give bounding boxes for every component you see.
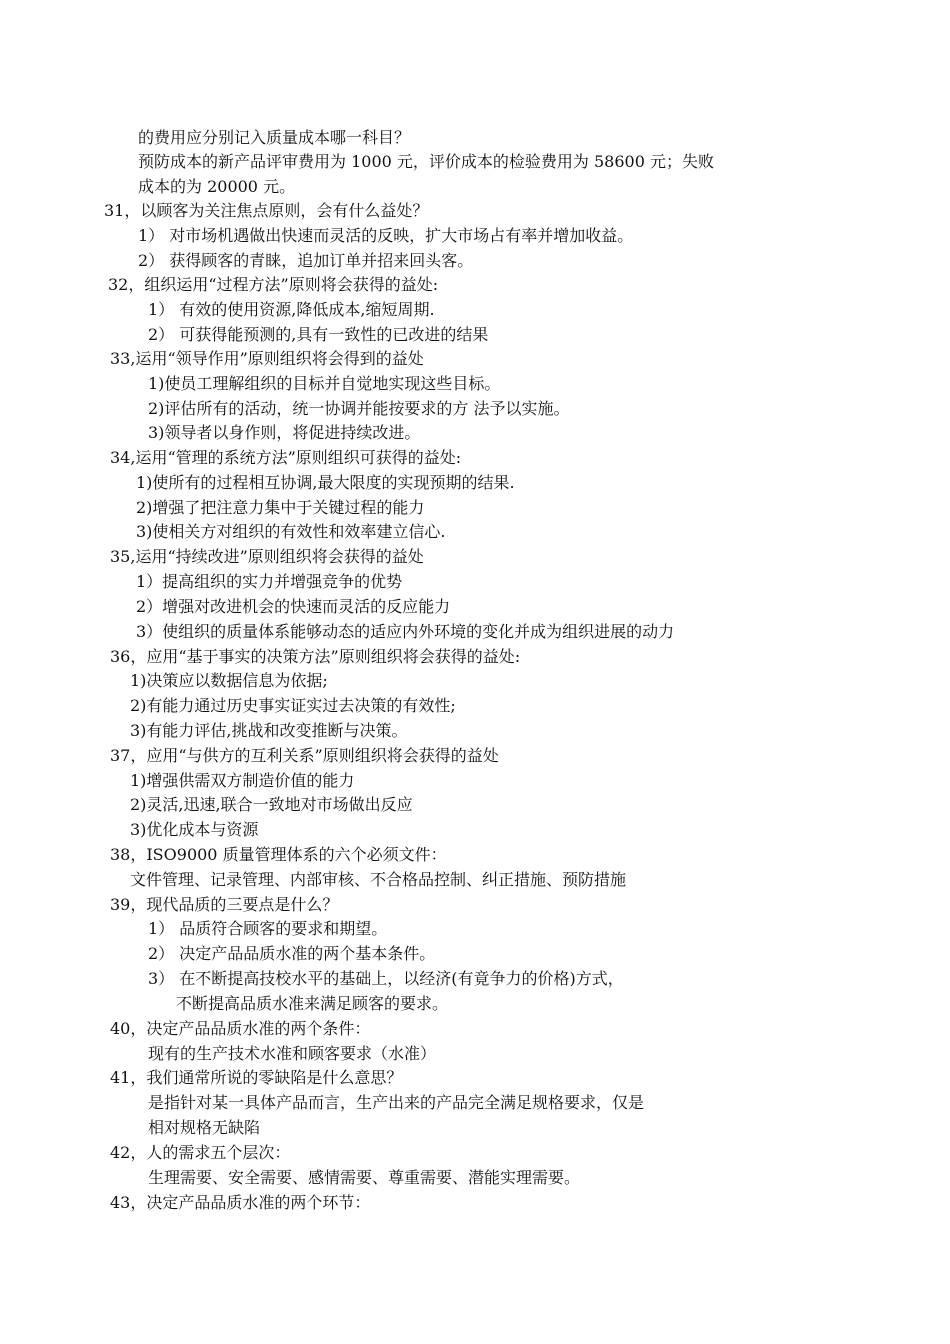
text-line: 1） 品质符合顾客的要求和期望。: [148, 919, 388, 938]
question-heading: 32，组织运用“过程方法”原则将会获得的益处:: [108, 275, 439, 294]
text-line: 3） 在不断提高技校水平的基础上，以经济(有竟争力的价格)方式，: [148, 969, 624, 988]
text-line: 1） 对市场机遇做出快速而灵活的反映，扩大市场占有率并增加收益。: [138, 226, 634, 245]
text-line: 3）使组织的质量体系能够动态的适应内外环境的变化并成为组织进展的动力: [136, 622, 675, 641]
text-line: 3)使相关方对组织的有效性和效率建立信心.: [136, 522, 446, 541]
question-heading: 31，以顾客为关注焦点原则，会有什么益处？: [104, 201, 429, 220]
text-line: 1)使员工理解组织的目标并自觉地实现这些目标。: [148, 374, 501, 393]
text-line: 1)使所有的过程相互协调,最大限度的实现预期的结果.: [136, 473, 515, 492]
text-line: 2） 获得顾客的青睐，追加订单并招来回头客。: [138, 251, 474, 270]
text-line: 1） 有效的使用资源,降低成本,缩短周期.: [148, 300, 435, 319]
question-heading: 42，人的需求五个层次：: [110, 1143, 291, 1162]
question-heading: 34,运用“管理的系统方法”原则组织可获得的益处:: [110, 448, 462, 467]
text-line: 2)评估所有的活动，统一协调并能按要求的方 法予以实施。: [148, 399, 570, 418]
text-line: 3)有能力评估,挑战和改变推断与决策。: [130, 721, 408, 740]
text-line: 相对规格无缺陷: [148, 1118, 261, 1137]
text-line: 2）增强对改进机会的快速而灵活的反应能力: [136, 597, 451, 616]
question-heading: 40，决定产品品质水准的两个条件：: [110, 1019, 371, 1038]
text-line: 3)优化成本与资源: [130, 820, 259, 839]
text-line: 生理需要、安全需要、感情需要、尊重需要、潜能实理需要。: [148, 1168, 581, 1187]
text-line: 现有的生产技术水准和顾客要求（水准）: [148, 1044, 437, 1063]
text-line: 2)灵活,迅速,联合一致地对市场做出反应: [130, 795, 413, 814]
text-line: 文件管理、记录管理、内部审核、不合格品控制、纠正措施、预防措施: [130, 870, 627, 889]
text-line: 不断提高品质水准来满足顾客的要求。: [176, 994, 449, 1013]
text-line: 1)增强供需双方制造价值的能力: [130, 771, 355, 790]
text-line: 2)增强了把注意力集中于关键过程的能力: [136, 498, 425, 517]
text-line: 的费用应分别记入质量成本哪一科目？: [138, 128, 411, 147]
question-heading: 36，应用“基于事实的决策方法”原则组织将会获得的益处:: [110, 647, 521, 666]
text-line: 2)有能力通过历史事实证实过去决策的有效性;: [130, 696, 456, 715]
text-line: 2） 可获得能预测的,具有一致性的已改进的结果: [148, 325, 489, 344]
question-heading: 35,运用“持续改进”原则组织将会获得的益处: [110, 547, 424, 566]
question-heading: 39，现代品质的三要点是什么？: [110, 895, 339, 914]
text-line: 1)决策应以数据信息为依据;: [130, 671, 328, 690]
text-line: 预防成本的新产品评审费用为 1000 元，评价成本的检验费用为 58600 元；失败: [138, 152, 714, 171]
question-heading: 41，我们通常所说的零缺陷是什么意思？: [110, 1068, 403, 1087]
question-heading: 38，ISO9000 质量管理体系的六个必须文件：: [110, 845, 447, 864]
text-line: 成本的为 20000 元。: [138, 177, 296, 196]
text-line: 1）提高组织的实力并增强竞争的优势: [136, 572, 403, 591]
question-heading: 33,运用“领导作用”原则组织将会得到的益处: [110, 349, 424, 368]
question-heading: 37，应用“与供方的互利关系”原则组织将会获得的益处: [110, 746, 499, 765]
text-line: 3)领导者以身作则，将促进持续改进。: [148, 423, 421, 442]
text-line: 是指针对某一具体产品而言，生产出来的产品完全满足规格要求，仅是: [148, 1093, 645, 1112]
text-line: 2） 决定产品品质水准的两个基本条件。: [148, 944, 436, 963]
question-heading: 43，决定产品品质水准的两个环节：: [110, 1193, 371, 1212]
